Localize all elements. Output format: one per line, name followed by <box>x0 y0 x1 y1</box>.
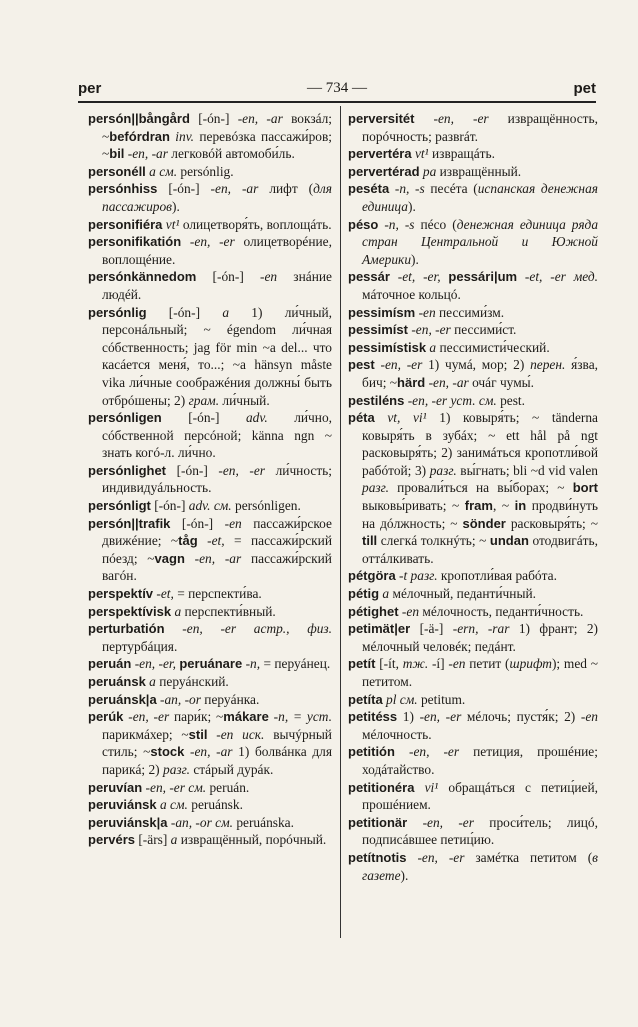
dictionary-entry: perúk -en, -er пари́к; ~mákare -n, = уст. парикмáхер; ~stil -en иск. вычýрный стиль; ~stock -en, -ar 1) болвáнка для парикá; 2) разг. стáрый дурáк. <box>88 709 332 777</box>
dictionary-entry: petitión -en, -er петиция, прошéние; ходáтайство. <box>348 744 598 777</box>
dictionary-entry: peséta -n, -s песéта (испанская денежная единица). <box>348 181 598 214</box>
dictionary-entry: persónligen [-ón-] adv. ли́чно, сóбственной персóной; känna ngn ~ знать когó-л. ли́чно. <box>88 410 332 461</box>
dictionary-entry: pervertéra vt¹ извращáть. <box>348 146 495 162</box>
dictionary-entry: pessár -et, -er, pessári|um -et, -er мед. мáточное кольцó. <box>348 269 598 302</box>
dictionary-entry: persónlighet [-ón-] -en, -er ли́чность; индивидуáльность. <box>88 462 332 496</box>
dictionary-entry: petíta pl см. petitum. <box>348 691 466 707</box>
dictionary-entry: petitéss 1) -en, -er мéлочь; пустя́к; 2) -en мéлочность. <box>348 709 598 742</box>
dictionary-entry: pétighet -en мéлочность, педанти́чность. <box>348 603 584 619</box>
dictionary-entry: péso -n, -s пéсо (денежная единица ряда стран Центральной и Южной Америки). <box>348 216 599 267</box>
dictionary-entry: petít [-ít, тж. -í] -en петит (шрифт); med ~ петитом. <box>348 656 598 689</box>
dictionary-entry: perspektív -et, = перспекти́ва. <box>88 586 262 602</box>
dictionary-entry: peruánsk|a -an, -or перуáнка. <box>88 691 260 707</box>
dictionary-entry: perspektívisk a перспекти́вный. <box>88 603 276 619</box>
dictionary-entry: péta vt, vi¹ 1) ковыря́ть; ~ tänderna ковыря́ть в зубáх; ~ ett hål på ngt расковыря́ть; 2) занимáться кропотли́вой рабóтой; 3) разг. вы́гнать; bli ~d vid valen разг. провали́ться на вы́борах; ~ bort выковы́ривать; ~ fram, ~ in продви́нуть на дóлжность; ~ sönder расковыря́ть; ~ till слегкá толкнýть; ~ undan отодвигáть, оттáлкивать. <box>348 410 598 566</box>
dictionary-entry: petitionär -en, -er проси́тель; лицó, подписáвшее петиц́ию. <box>348 814 598 848</box>
dictionary-entry: perversitét -en, -er извращённость, порóчность; развráт. <box>348 111 598 144</box>
left-column <box>88 110 332 849</box>
dictionary-entry: pervertérad pa извращённый. <box>348 163 522 179</box>
page-number: — 734 — <box>307 80 367 96</box>
dictionary-entry: persónhiss [-ón-] -en, -ar лифт (для пассажиров). <box>88 181 332 214</box>
dictionary-entry: persón||bångård [-ón-] -en, -ar вокзáл; ~befórdran inv. перевóзка пассажи́ров; ~bil -en, -ar легковóй автомоби́ль. <box>88 111 332 162</box>
dictionary-entry: pestiléns -en, -er уст. см. pest. <box>348 392 525 408</box>
dictionary-entry: persónligt [-ón-] adv. см. persónligen. <box>88 498 301 514</box>
dictionary-entry: peruán -en, -er, peruánare -n, = перуáнец. <box>88 656 331 672</box>
right-column <box>348 110 598 884</box>
dictionary-entry: petimät|er [-ä-] -ern, -rar 1) франт; 2) мéлочный человéк; педáнт. <box>348 621 599 654</box>
dictionary-entry: pétgöra -t разг. кропотли́вая рабóта. <box>348 568 557 584</box>
dictionary-entry: pervérs [-ärs] a извращённый, порóчный. <box>88 832 327 848</box>
dictionary-entry: peruviánsk а см. peruánsk. <box>88 797 243 813</box>
dictionary-entry: perturbatión -en, -er астр., физ. пертурбáция. <box>88 621 332 654</box>
dictionary-entry: petítnotis -en, -er замéтка петитом (в газете). <box>348 849 598 883</box>
dictionary-entry: personéll а см. persónlig. <box>88 163 234 179</box>
dictionary-entry: pessimístisk a пессимисти́ческий. <box>348 339 550 355</box>
running-header <box>78 80 596 102</box>
dictionary-entry: persón||trafik [-ón-] -en пассажи́рское движéние; ~tåg -et, = пассажи́рский пóезд; ~vagn -en, -ar пассажи́рский вагóн. <box>88 515 332 584</box>
dictionary-entry: persónlig [-ón-] a 1) ли́чный, персонáльный; ~ égendom ли́чная сóбственность; jag för min ~a del... что касáется меня́, то...; ~a hänsyn måste vika ли́чные соображéния должны́ быть отбрóшены; 2) грам. ли́чный. <box>88 304 332 408</box>
dictionary-entry: personifikatión -en, -er олицетворéние, воплощéние. <box>88 234 332 267</box>
dictionary-entry: pétig a мéлочный, педанти́чный. <box>348 586 536 602</box>
header-last-word: pet <box>573 80 596 97</box>
dictionary-entry: pessimíst -en, -er пессими́ст. <box>348 322 517 338</box>
dictionary-entry: peruvían -en, -er см. peruán. <box>88 779 250 795</box>
dictionary-entry: peruviánsk|a -an, -or см. peruánska. <box>88 814 294 830</box>
dictionary-entry: pessimísm -en пессими́зм. <box>348 304 505 320</box>
dictionary-entry: peruánsk a перуáнский. <box>88 674 229 689</box>
header-rule <box>78 101 596 103</box>
dictionary-entry: petitionéra vi¹ обращáться с петиц́ией, прошéнием. <box>348 779 598 813</box>
dictionary-entry: persónkännedom [-ón-] -en знáние людéй. <box>88 269 332 302</box>
header-first-word: per <box>78 80 102 97</box>
dictionary-entry: personifiéra vt¹ олицетворя́ть, воплощáть. <box>88 216 332 232</box>
dictionary-entry: pest -en, -er 1) чумá, мор; 2) перен. я́зва, бич; ~härd -en, -ar очáг чумы́. <box>348 357 598 390</box>
column-divider <box>340 106 341 938</box>
